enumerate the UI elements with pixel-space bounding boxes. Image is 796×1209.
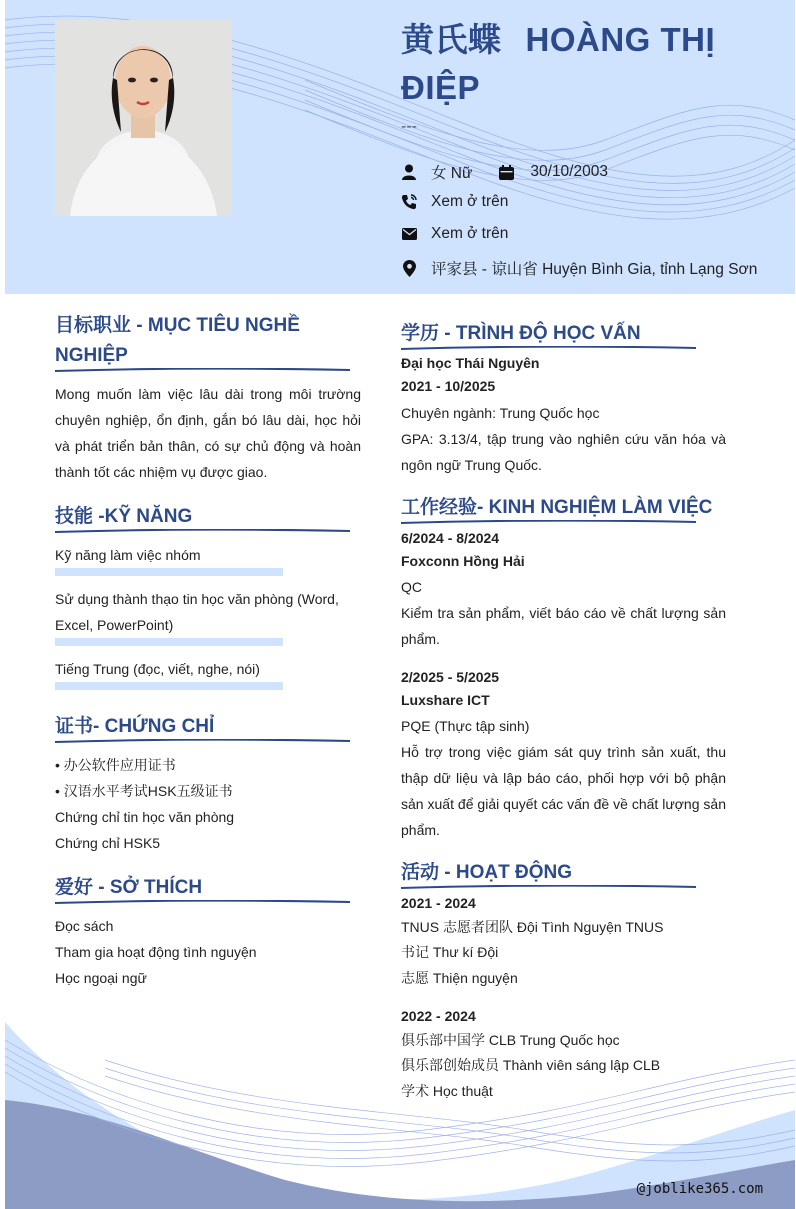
certificate-item: • 办公软件应用证书	[55, 757, 176, 773]
name-chinese: 黄氏蝶	[401, 21, 502, 58]
section-title-education: 学历 - TRÌNH ĐỘ HỌC VẤN	[401, 323, 641, 344]
activity-period: 2021 - 2024	[401, 895, 476, 911]
section-underline	[55, 900, 350, 904]
job-role: QC	[401, 579, 422, 595]
section-title-hobbies: 爱好 - SỞ THÍCH	[55, 877, 203, 898]
section-title-certificates: 证书- CHỨNG CHỈ	[55, 716, 215, 737]
section-underline	[401, 885, 696, 889]
footer-wave-decoration	[5, 1000, 795, 1209]
activity-line: TNUS 志愿者团队 Đội Tình Nguyện TNUS	[401, 919, 664, 935]
job-period: 6/2024 - 8/2024	[401, 530, 500, 546]
section-title-experience: 工作经验- KINH NGHIỆM LÀM VIỆC	[401, 497, 713, 518]
subtitle: ---	[401, 118, 417, 135]
education-period: 2021 - 10/2025	[401, 378, 496, 394]
section-title-skills: 技能 -KỸ NĂNG	[55, 506, 193, 527]
hobby-item: Tham gia hoạt động tình nguyện	[55, 944, 257, 960]
gender-row	[401, 161, 608, 183]
section-underline	[55, 368, 350, 372]
section-title-activities: 活动 - HOẠT ĐỘNG	[401, 862, 572, 883]
phone-row	[401, 193, 508, 211]
address-text: 评家县 - 谅山省 Huyện Bình Gia, tỉnh Lạng Sơn	[431, 261, 758, 278]
name-vietnamese: HOÀNG THỊ ĐIỆP	[401, 21, 716, 106]
activity-line: 学术 Học thuật	[401, 1083, 493, 1099]
phone-text: Xem ở trên	[431, 193, 509, 210]
address-row	[401, 257, 757, 279]
activity-line: 俱乐部创始成员 Thành viên sáng lập CLB	[401, 1057, 661, 1073]
skill-label: Sử dụng thành thạo tin học văn phòng (Word, Excel, PowerPoint)	[55, 591, 339, 633]
section-underline	[55, 529, 350, 533]
profile-photo	[55, 20, 232, 216]
activity-line: 书记 Thư kí Đội	[401, 944, 499, 960]
skill-bar	[55, 638, 283, 646]
envelope-icon	[401, 226, 417, 242]
calendar-icon	[498, 164, 514, 180]
skill-bar	[55, 682, 283, 690]
section-underline	[401, 346, 696, 350]
email-row	[401, 225, 508, 243]
skill-label: Kỹ năng làm việc nhóm	[55, 547, 201, 563]
user-icon	[401, 164, 417, 180]
education-major: Chuyên ngành: Trung Quốc học	[401, 405, 600, 421]
activity-line: 志愿 Thiện nguyện	[401, 970, 518, 986]
hobby-item: Học ngoại ngữ	[55, 970, 147, 986]
hobby-item: Đọc sách	[55, 918, 114, 934]
job-period: 2/2025 - 5/2025	[401, 669, 500, 685]
job-role: PQE (Thực tập sinh)	[401, 718, 530, 734]
email-text: Xem ở trên	[431, 225, 509, 242]
education-gpa: GPA: 3.13/4, tập trung vào nghiên cứu văn hóa và ngôn ngữ Trung Quốc.	[401, 431, 726, 473]
education-school: Đại học Thái Nguyên	[401, 355, 540, 371]
gender-text: 女 Nữ	[431, 165, 473, 182]
certificate-item: Chứng chỉ tin học văn phòng	[55, 809, 235, 825]
location-pin-icon	[401, 260, 417, 276]
skill-label: Tiếng Trung (đọc, viết, nghe, nói)	[55, 661, 260, 677]
activity-line: 俱乐部中国学 CLB Trung Quốc học	[401, 1032, 620, 1048]
certificate-item: • 汉语水平考试HSK五级证书	[55, 783, 233, 799]
job-description: Hỗ trợ trong việc giám sát quy trình sản xuất, thu thập dữ liệu và lập báo cáo, phối hợp với bộ phận sản xuất để giải quyết các vấn đề về chất lượng sản phẩm.	[401, 744, 726, 838]
birthdate-text: 30/10/2003	[530, 163, 608, 180]
section-title-objective: 目标职业 - MỤC TIÊU NGHỀ NGHIỆP	[55, 315, 300, 366]
section-underline	[401, 520, 696, 524]
job-company: Luxshare ICT	[401, 692, 490, 708]
job-company: Foxconn Hồng Hải	[401, 553, 525, 569]
section-underline	[55, 739, 350, 743]
activity-period: 2022 - 2024	[401, 1008, 476, 1024]
cv-page	[5, 0, 795, 1209]
job-description: Kiểm tra sản phẩm, viết báo cáo về chất lượng sản phẩm.	[401, 605, 726, 647]
watermark: @joblike365.com	[636, 1181, 763, 1197]
certificate-item: Chứng chỉ HSK5	[55, 835, 161, 851]
phone-icon	[401, 194, 417, 210]
avatar	[55, 20, 232, 216]
skill-bar	[55, 568, 283, 576]
objective-text: Mong muốn làm việc lâu dài trong môi trường chuyên nghiệp, ổn định, gắn bó lâu dài, học hỏi và phát triển bản thân, có sự chủ động và hoàn thành tốt các nhiệm vụ được giao.	[55, 386, 361, 480]
full-name	[401, 16, 781, 112]
header	[5, 0, 795, 294]
